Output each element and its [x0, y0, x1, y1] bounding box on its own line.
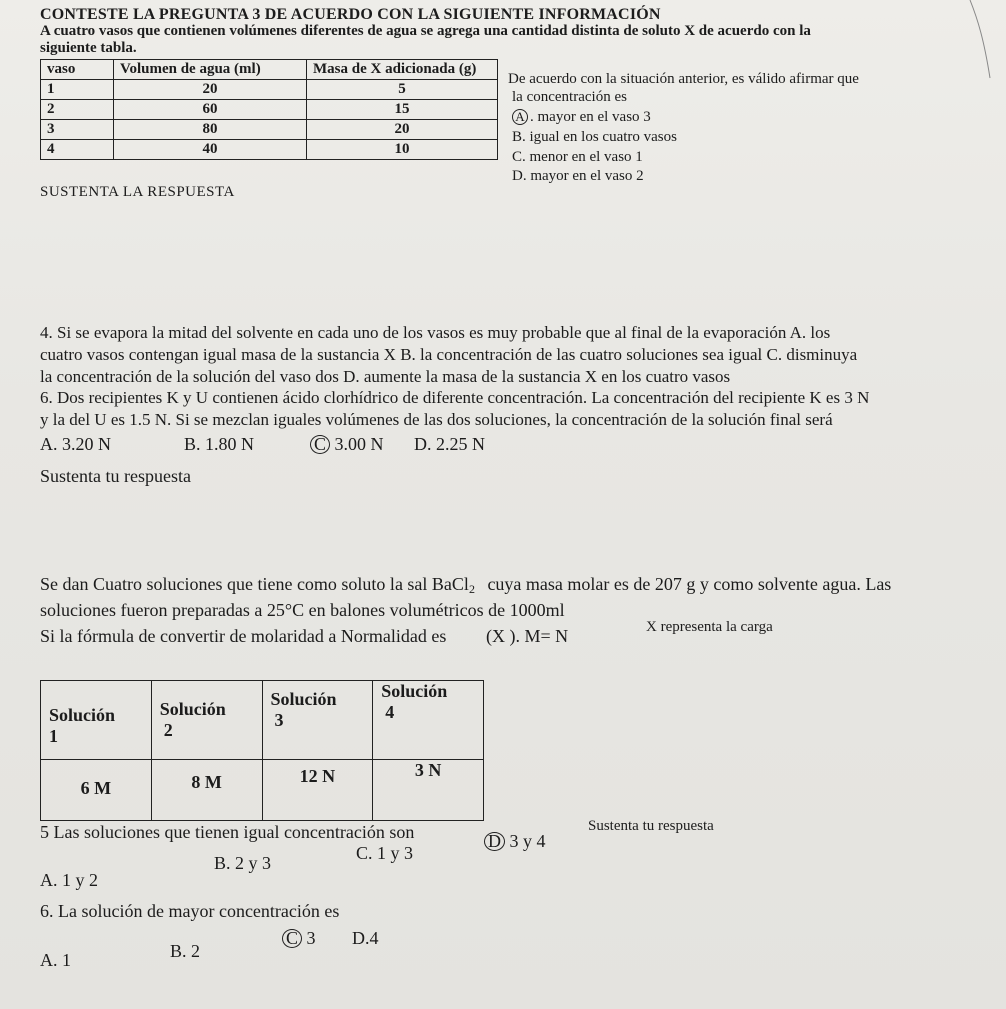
baso-line-1-start: Se dan Cuatro soluciones que tiene como soluto la sal BaCl	[40, 574, 469, 594]
q5-sustenta: Sustenta tu respuesta	[588, 818, 714, 834]
intro-text-end: siguiente tabla.	[40, 40, 137, 56]
q3-option-a-text: . mayor en el vaso 3	[530, 109, 651, 125]
table-cell: 20	[114, 80, 307, 100]
table-cell: 12 N	[262, 760, 373, 821]
q6a-sustenta: Sustenta tu respuesta	[40, 466, 191, 486]
table-cell: 3 N	[373, 760, 484, 821]
answer-circle-mark: A	[512, 109, 528, 125]
q5-option-d-text: 3 y 4	[509, 831, 546, 851]
table-cell: 15	[307, 100, 498, 120]
table-header-cell	[151, 681, 262, 760]
table-cell: 80	[114, 120, 307, 140]
table-cell: 20	[307, 120, 498, 140]
q5-option-a[interactable]: A. 1 y 2	[40, 870, 98, 890]
q3-stem-end: la concentración es	[512, 89, 627, 105]
q5-stem: 5 Las soluciones que tienen igual concentración son	[40, 822, 415, 842]
q5-option-d[interactable]	[484, 831, 546, 852]
answer-circle-mark: C	[282, 929, 302, 948]
table-header-cell: vaso	[41, 60, 114, 80]
vasos-table	[40, 59, 498, 160]
table-row	[41, 80, 498, 100]
table-cell: 4	[41, 140, 114, 160]
table-header-number: 2	[163, 720, 173, 740]
baso-line-1-end: cuya masa molar es de 207 g y como solvente agua. Las	[487, 574, 892, 594]
table-cell: 10	[307, 140, 498, 160]
q6b-option-c[interactable]	[282, 928, 316, 949]
q3-option-d[interactable]: D. mayor en el vaso 2	[512, 168, 644, 184]
baso-line-3: Si la fórmula de convertir de molaridad a Normalidad es	[40, 626, 447, 646]
answer-circle-mark: C	[310, 435, 330, 454]
baso-formula: (X ). M= N	[486, 626, 569, 646]
intro-text: A cuatro vasos que contienen volúmenes diferentes de agua se agrega una cantidad distinta de soluto X de acuerdo con la	[40, 23, 811, 39]
baso-line-2-start: soluciones fueron preparadas a	[40, 600, 263, 620]
table-cell: 40	[114, 140, 307, 160]
q4-line-1: 4. Si se evapora la mitad del solvente en cada uno de los vasos es muy probable que al final de la evaporación A. los	[40, 323, 831, 342]
q6b-option-c-text: 3	[306, 928, 316, 948]
baso-line-1	[40, 574, 891, 597]
table-header-label: Solución	[49, 705, 116, 725]
q3-sustenta: SUSTENTA LA RESPUESTA	[40, 184, 235, 200]
table-row	[41, 120, 498, 140]
q3-option-b[interactable]: B. igual en los cuatro vasos	[512, 129, 677, 145]
q6a-option-a[interactable]: A. 3.20 N	[40, 434, 111, 454]
table-header-row	[41, 681, 484, 760]
soluciones-table	[40, 680, 484, 821]
q3-option-c[interactable]: C. menor en el vaso 1	[512, 149, 643, 165]
baso-subscript: 2	[468, 582, 475, 596]
q4-line-2: cuatro vasos contengan igual masa de la sustancia X B. la concentración de las cuatro soluciones sea igual C. disminuya	[40, 345, 858, 364]
table-header-label: Solución	[381, 681, 448, 701]
table-header-cell: Masa de X adicionada (g)	[307, 60, 498, 80]
q4-line-3: la concentración de la solución del vaso dos D. aumente la masa de la sustancia X en los cuatro vasos	[40, 367, 731, 386]
table-header-cell	[373, 681, 484, 760]
q6a-option-c-text: 3.00 N	[334, 434, 384, 454]
q6b-option-b[interactable]: B. 2	[170, 941, 201, 961]
section-title: CONTESTE LA PREGUNTA 3 DE ACUERDO CON LA SIGUIENTE INFORMACIÓN	[40, 6, 661, 23]
baso-line-2	[40, 600, 565, 621]
table-cell: 6 M	[41, 760, 152, 821]
q6a-line-1: 6. Dos recipientes K y U contienen ácido clorhídrico de diferente concentración. La concentración del recipiente K es 3 N	[40, 388, 870, 407]
table-cell: 3	[41, 120, 114, 140]
q5-option-b[interactable]: B. 2 y 3	[214, 853, 272, 873]
pencil-mark	[960, 0, 1000, 80]
table-header-label: Solución	[270, 689, 337, 709]
q3-stem: De acuerdo con la situación anterior, es válido afirmar que	[508, 71, 859, 87]
table-header-cell	[262, 681, 373, 760]
table-header-number: 3	[274, 710, 284, 730]
table-header-number: 4	[385, 702, 395, 722]
table-header-label: Solución	[159, 699, 226, 719]
table-cell: 1	[41, 80, 114, 100]
q6a-option-d[interactable]: D. 2.25 N	[414, 434, 485, 454]
table-header-cell: Volumen de agua (ml)	[114, 60, 307, 80]
q3-option-a[interactable]	[512, 109, 651, 126]
table-cell: 8 M	[151, 760, 262, 821]
table-row	[41, 100, 498, 120]
q6a-line-2: y la del U es 1.5 N. Si se mezclan iguales volúmenes de las dos soluciones, la concentración de la solución final será	[40, 410, 833, 429]
table-cell: 60	[114, 100, 307, 120]
table-cell: 2	[41, 100, 114, 120]
table-row	[41, 140, 498, 160]
q5-option-c[interactable]: C. 1 y 3	[356, 843, 414, 863]
q6b-option-a[interactable]: A. 1	[40, 950, 71, 970]
q6a-option-b[interactable]: B. 1.80 N	[184, 434, 255, 454]
q6b-stem: 6. La solución de mayor concentración es	[40, 901, 340, 921]
baso-temperature: 25°C	[266, 600, 305, 620]
table-row	[41, 760, 484, 821]
table-header-cell	[41, 681, 152, 760]
table-cell: 5	[307, 80, 498, 100]
q6b-option-d[interactable]: D.4	[352, 928, 379, 948]
table-header-row	[41, 60, 498, 80]
table-header-number: 1	[49, 726, 58, 746]
baso-carga-note: X representa la carga	[646, 619, 773, 635]
answer-circle-mark: D	[484, 832, 505, 851]
q6a-option-c[interactable]	[310, 434, 384, 455]
baso-line-2-end: en balones volumétricos de 1000ml	[308, 600, 565, 620]
